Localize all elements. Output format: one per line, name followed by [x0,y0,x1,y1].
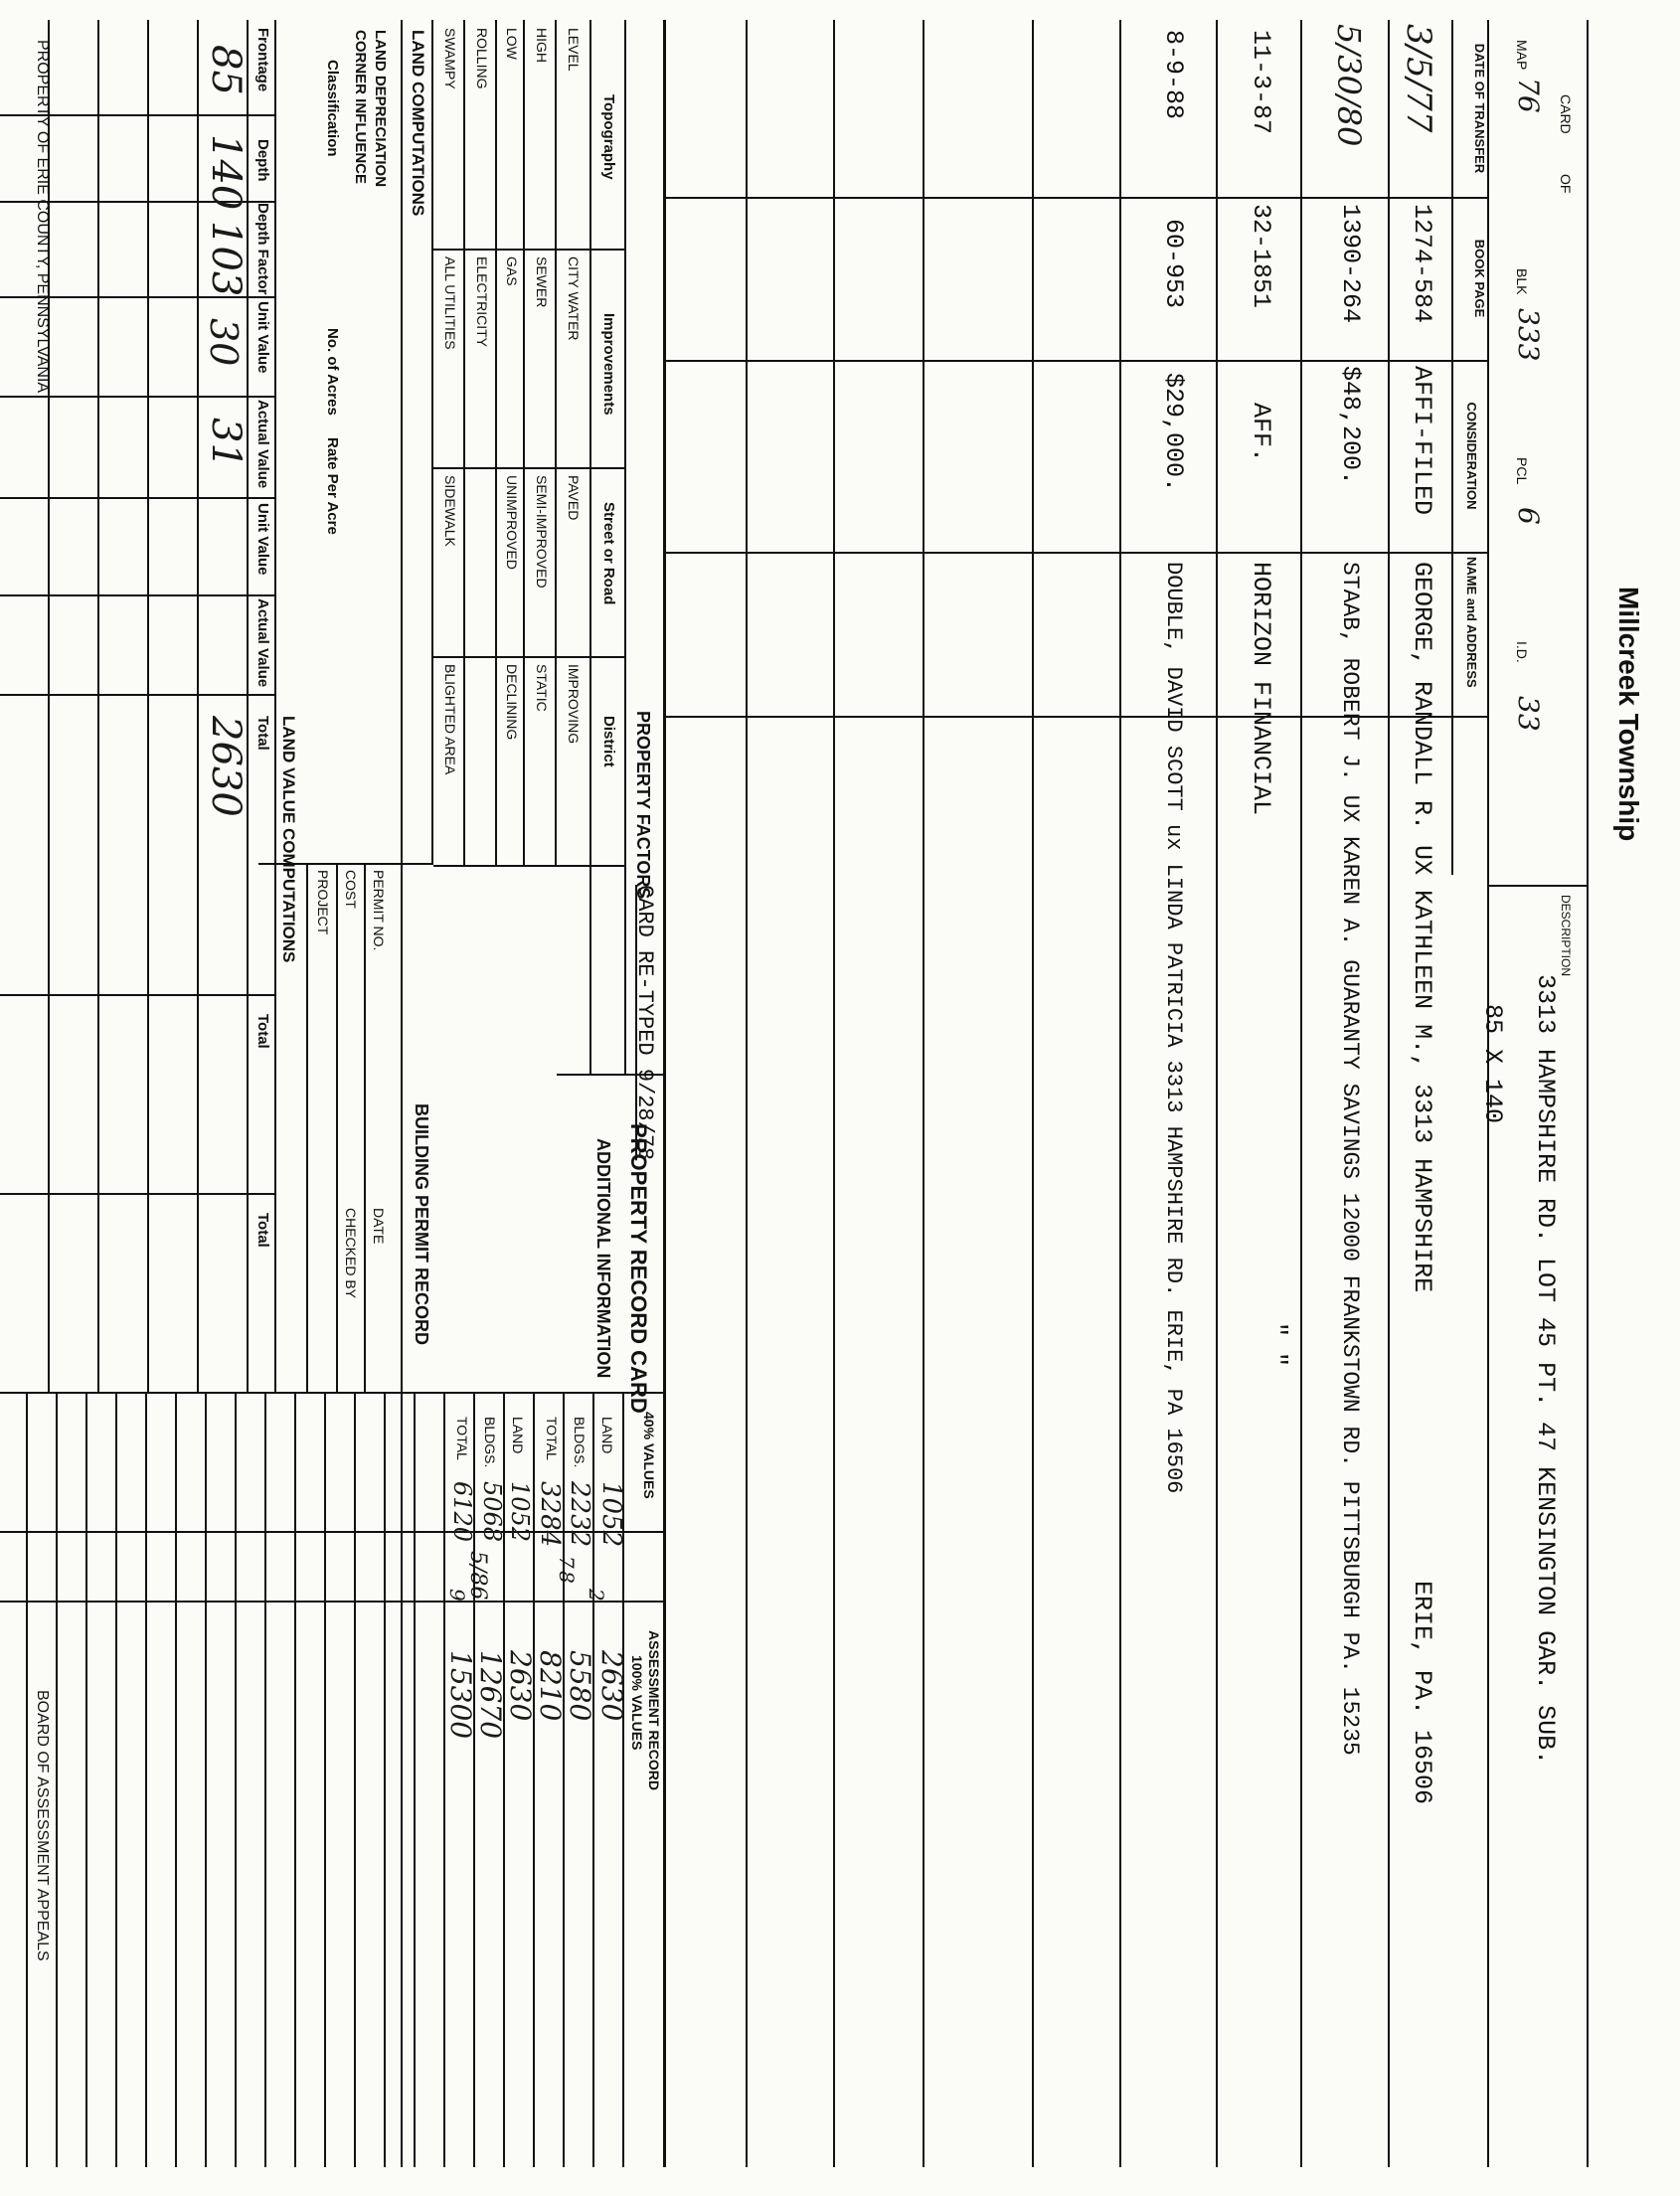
lc-col-line [0,594,276,596]
year-mark: 9 [445,1589,469,1602]
acres-header: No. of Acres [324,328,341,416]
permit-no-label: PERMIT NO. [371,870,387,951]
improvements-item: SEWER [534,256,550,308]
transfer-rule [1300,20,1302,2167]
transfer-book: 1390-264 [1336,204,1365,324]
assessment-rule [384,1392,386,2167]
permit-rule [364,863,366,1392]
assessment-rule [533,1392,535,2167]
value40: 1052 [596,1481,626,1548]
assessment-rule [175,1392,177,2167]
lc-col-line [0,1193,276,1195]
land-rule [401,20,403,2167]
transfer-rule [1487,20,1489,2167]
permit-checked-label: CHECKED BY [343,1208,359,1299]
transfer-consideration: AFF. [1247,403,1275,463]
lc-col-line [0,694,276,696]
land-rule [97,20,99,1392]
transfer-rule [663,20,666,2167]
lc-header: Total [254,1213,271,1248]
assessment-rule [294,1392,296,2167]
depreciation-title: LAND DEPRECIATION [372,30,389,188]
book-header: BOOK PAGE [1472,239,1487,318]
value100: 15300 [444,1650,477,1740]
consideration-header: CONSIDERATION [1464,402,1479,510]
overwrite-note: 5/86 [465,1551,490,1601]
transfer-rule [746,20,748,2167]
improvements-header: Improvements [600,313,617,416]
permit-date-label: DATE [371,1208,387,1245]
of-label: OF [1558,174,1574,194]
land-rule [274,20,276,1392]
factors-rule [495,20,497,865]
permit-rule [336,863,338,1392]
lc-header: Total [254,716,271,751]
street-item: UNIMPROVED [504,475,520,570]
depth-value: 140 [203,134,249,211]
transfer-name: GEORGE, RANDALL R. UX KATHLEEN M., 3313 HAMPSHIRE [1408,562,1436,1293]
assessment-rule [324,1392,326,2167]
street-item: PAVED [566,475,582,521]
footer-right: BOARD OF ASSESSMENT APPEALS [34,1690,51,1961]
topography-item: HIGH [534,28,550,63]
factors-rule [624,20,626,1074]
lc-header: Actual Value [254,400,271,489]
permit-cost-label: COST [343,870,359,909]
factors-col-line [433,249,626,251]
transfer-rule [1388,20,1390,2167]
date-header: DATE OF TRANSFER [1472,43,1487,174]
assessment-row-label: BLDGS. [572,1417,588,1468]
description-line1: 3313 HAMPSHIRE RD. LOT 45 PT. 47 KENSINGTON GAR. SUB. [1531,974,1560,1766]
values100-label: 100% VALUES [629,1655,645,1751]
improvements-item: GAS [504,256,520,286]
factors-rule [431,20,433,865]
retyped-note: CARD RE-TYPED 9/28/78 [632,885,657,1161]
permit-title: BUILDING PERMIT RECORD [412,1103,431,1345]
value40: 2232 [565,1481,594,1548]
topography-item: SWAMPY [442,28,458,89]
assessment-rule [56,1392,58,2167]
assessment-rule [443,1392,445,2167]
permit-project-label: PROJECT [315,870,331,935]
street-header: Street or Road [600,502,617,605]
transfer-consideration: $29,000. [1159,373,1188,493]
topography-header: Topography [600,94,617,180]
land-rule [147,20,149,1392]
lc-col-line [0,497,276,499]
improvements-item: CITY WATER [566,256,582,341]
improvements-item: ELECTRICITY [474,256,490,348]
transfer-col-line [666,716,1489,718]
card-label: CARD [1558,94,1574,134]
topography-item: LEVEL [566,28,582,72]
transfer-city: ERIE, PA. 16506 [1408,1581,1436,1805]
assessment-record-label: ASSESSMENT RECORD [646,1630,662,1791]
year-mark: 2 [585,1589,608,1602]
lc-col-line [0,994,276,996]
year-mark: 8 [555,1571,579,1584]
transfer-date: 5/30/80 [1330,24,1368,147]
description-label: DESCRIPTION [1559,895,1573,977]
lc-col-line [0,1392,666,1394]
factors-col-line [433,467,626,469]
value40: 5068 [478,1481,506,1543]
assessment-rule [563,1392,565,2167]
assessment-row-label: BLDGS. [482,1417,498,1468]
lc-header: Unit Value [254,301,271,374]
land-rule [197,20,199,1392]
transfer-rule [1032,20,1034,2167]
lc-header: Unit Value [254,503,271,576]
district-item: IMPROVING [566,664,582,745]
improvements-item: ALL UTILITIES [442,256,458,350]
transfer-name: HORIZON FINANCIAL [1247,562,1275,816]
description-line2: 85 X 140 [1478,1004,1507,1124]
assessment-row-label: LAND [599,1417,615,1454]
name-header: NAME and ADDRESS [1464,557,1479,688]
district-item: DECLINING [504,664,520,741]
district-item: BLIGHTED AREA [442,664,458,775]
value40: 3284 [535,1481,565,1548]
district-item: STATIC [534,664,550,712]
assessment-rule [85,1392,87,2167]
transfer-rule [923,20,924,2167]
transfer-consideration: $48,200. [1336,366,1365,486]
street-item: SIDEWALK [442,475,458,547]
property-factors-title: PROPERTY FACTORS [633,711,653,900]
transfer-name: DOUBLE, DAVID SCOTT ux LINDA PATRICIA 3313 HAMPSHIRE RD. ERIE, PA 16506 [1161,562,1186,1494]
transfer-name: STAAB, ROBERT J. UX KAREN A. GUARANTY SAVINGS 12000 FRANKSTOWN RD. PITTSBURGH PA. 15235 [1337,562,1363,1756]
lc-header: Depth [254,139,271,182]
pcl-value: 6 [1512,507,1545,525]
assessment-col-line [0,1601,666,1603]
district-header: District [600,716,617,767]
land-total-value: 2630 [203,716,249,817]
lc-header: Actual Value [254,598,271,688]
topography-item: LOW [504,28,520,60]
blk-label: BLK [1514,268,1530,295]
frontage-value: 85 [203,45,249,95]
record-card-title: PROPERTY RECORD CARD [626,1123,651,1414]
corner-influence-title: CORNER INFLUENCE [352,30,369,185]
assessment-row-label: TOTAL [454,1417,470,1460]
transfer-book: 1274-584 [1408,204,1436,324]
values40-label: 40% VALUES [641,1412,657,1499]
footer-left: PROPERTY OF ERIE COUNTY, PENNSYLVANIA [34,40,51,394]
assessment-rule [235,1392,237,2167]
assessment-rule [26,1392,28,2167]
factors-col-line [433,656,626,658]
transfer-rule [1119,20,1121,2167]
map-label: MAP [1514,40,1530,71]
factors-rule [589,20,591,1074]
value40: 1052 [506,1481,534,1543]
value100: 5580 [564,1650,596,1722]
transfer-rule [833,20,835,2167]
assessment-row-label: LAND [510,1417,526,1454]
classification-header: Classification [324,60,341,157]
value100: 2630 [595,1650,628,1722]
id-label: I.D. [1514,641,1530,663]
transfer-city: " " [1262,1322,1291,1368]
assessment-rule [592,1392,594,2167]
factors-rule [523,20,525,865]
factors-rule [555,20,557,865]
land-computations-title: LAND COMPUTATIONS [409,30,427,217]
transfer-date: 11-3-87 [1247,30,1275,135]
transfer-rule [1216,20,1218,2167]
lvc-title: LAND VALUE COMPUTATIONS [279,716,298,963]
lc-header: Depth Factor [254,203,271,295]
topography-item: ROLLING [474,28,490,89]
pcl-label: PCL [1514,457,1530,485]
actual-value: 31 [203,418,249,468]
assessment-rule [115,1392,117,2167]
record-card-subtitle: ADDITIONAL INFORMATION [593,1138,613,1379]
lc-header: Total [254,1014,271,1049]
assessment-rule [414,1392,416,2167]
rate-header: Rate Per Acre [324,437,341,535]
assessment-rule [264,1392,266,2167]
map-value: 76 [1512,78,1545,113]
lc-col-line [0,396,276,398]
value100: 2630 [504,1650,537,1722]
assessment-rule [145,1392,147,2167]
assessment-rule [503,1392,505,2167]
factors-col-line [433,865,626,867]
transfer-date: 3/5/77 [1399,24,1438,133]
street-item: SEMI-IMPROVED [534,475,550,589]
transfer-date: 8-9-88 [1159,30,1188,120]
value40: 6120 [448,1481,476,1543]
transfer-rule [1451,20,1453,875]
factors-rule [463,20,465,865]
township-title: Millcreek Township [1613,587,1644,842]
transfer-consideration: AFFI-FILED [1408,366,1436,516]
transfer-col-line [666,552,1489,554]
lc-header: Frontage [254,28,271,92]
transfer-book: 32-1851 [1247,204,1275,309]
assessment-row-label: TOTAL [544,1417,560,1460]
permit-rule [306,863,308,1392]
transfer-col-line [666,197,1489,199]
header-rule [1587,20,1589,2167]
transfer-col-line [666,360,1489,362]
value100: 8210 [534,1650,567,1722]
assessment-rule [473,1392,475,2167]
id-value: 33 [1512,696,1545,732]
assessment-rule [205,1392,207,2167]
assessment-rule [354,1392,356,2167]
blk-value: 333 [1512,308,1545,362]
transfer-book: 60-953 [1159,219,1188,309]
unit-value: 30 [202,318,246,367]
description-divider [1489,885,1589,887]
depth-factor-value: 103 [203,221,249,297]
value100: 12670 [474,1650,507,1740]
year-mark: 7 [555,1556,579,1569]
